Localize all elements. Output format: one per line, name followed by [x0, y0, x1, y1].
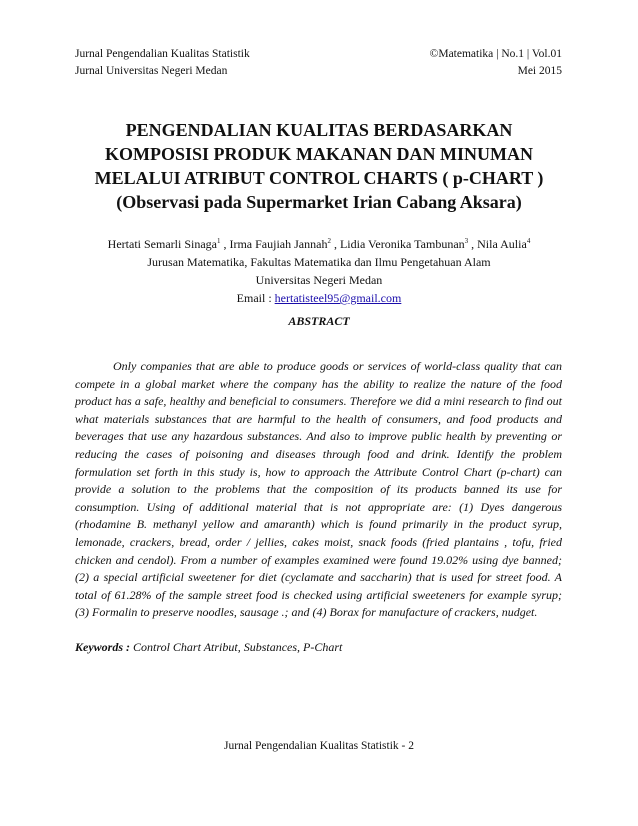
- author-4-sup: 4: [526, 237, 531, 245]
- author-separator: ,: [330, 237, 340, 251]
- abstract-text: Only companies that are able to produce goods or services of world-class quality that can compete in a global market where the company has the ability to realize the nature of the food product has a safe, healthy and beneficial to consumers. Therefore we did a mini research to find out what materials substances that are harmful to the health of consumers, and food products and beverages that use any hazardous substances. And also to improve public health by preventing or reducing the cases of poisoning and diseases through food and drink. Identify the problem formulation set forth in this study is, how to approach the Attribute Control Chart (p-chart) can provide a solution to the problems that the composition of its products banned its use for consumption. Using of additional material that is not appropriate are: (1) Dyes dangerous (rhodamine B. methanyl yellow and amaranth) which is found primarily in the product syrup, lemonade, crackers, bread, order / jellies, cakes moist, snack foods (fried plantains , tofu, fried chicken and cendol). From a number of examples examined were found 19.02% using dye banned; (2) a special artificial sweetener for diet (cyclamate and saccharin) that is used for street food. A total of 61.28% of the sample street food is checked using artificial sweeteners for example syrup; (3) Formalin to preserve noodles, sausage .; and (4) Borax for manufacture of crackers, nudget.: [75, 359, 562, 620]
- running-header: [75, 46, 562, 80]
- keywords-label: Keywords :: [75, 640, 130, 654]
- abstract-heading: ABSTRACT: [288, 314, 350, 328]
- journal-name: Jurnal Pengendalian Kualitas Statistik: [75, 48, 250, 60]
- author-1-sup: 1: [216, 237, 221, 245]
- author-block: [60, 232, 578, 307]
- header-row-1: [75, 46, 562, 63]
- email-label: Email :: [236, 291, 275, 305]
- keywords: [75, 640, 562, 655]
- title-line-4: (Observasi pada Supermarket Irian Cabang Aksara): [116, 192, 522, 212]
- title-line-2: KOMPOSISI PRODUK MAKANAN DAN MINUMAN: [105, 144, 533, 164]
- email-line: [60, 289, 578, 307]
- author-3-sup: 3: [464, 237, 469, 245]
- title-line-3: MELALUI ATRIBUT CONTROL CHARTS ( p-CHART ): [94, 168, 544, 188]
- author-2: Irma Faujiah Jannah: [229, 237, 328, 251]
- author-2-sup: 2: [327, 237, 331, 245]
- paper-title: [60, 118, 578, 214]
- author-separator: ,: [468, 237, 478, 251]
- header-row-2: [75, 63, 562, 80]
- author-separator: ,: [220, 237, 230, 251]
- keywords-text: Control Chart Atribut, Substances, P-Chart: [130, 640, 343, 654]
- author-list: [60, 232, 578, 253]
- page-footer: Jurnal Pengendalian Kualitas Statistik - 2: [223, 740, 415, 752]
- publication-date: Mei 2015: [517, 65, 562, 77]
- author-3: Lidia Veronika Tambunan: [339, 237, 465, 251]
- university: Universitas Negeri Medan: [255, 273, 383, 287]
- affiliation: Jurusan Matematika, Fakultas Matematika dan Ilmu Pengetahuan Alam: [147, 255, 491, 269]
- email-link[interactable]: hertatisteel95@gmail.com: [274, 291, 402, 305]
- title-line-1: PENGENDALIAN KUALITAS BERDASARKAN: [125, 120, 513, 140]
- author-1: Hertati Semarli Sinaga: [107, 237, 217, 251]
- author-4: Nila Aulia: [477, 237, 527, 251]
- issue-info: ©Matematika | No.1 | Vol.01: [429, 48, 562, 60]
- university-journal: Jurnal Universitas Negeri Medan: [75, 65, 228, 77]
